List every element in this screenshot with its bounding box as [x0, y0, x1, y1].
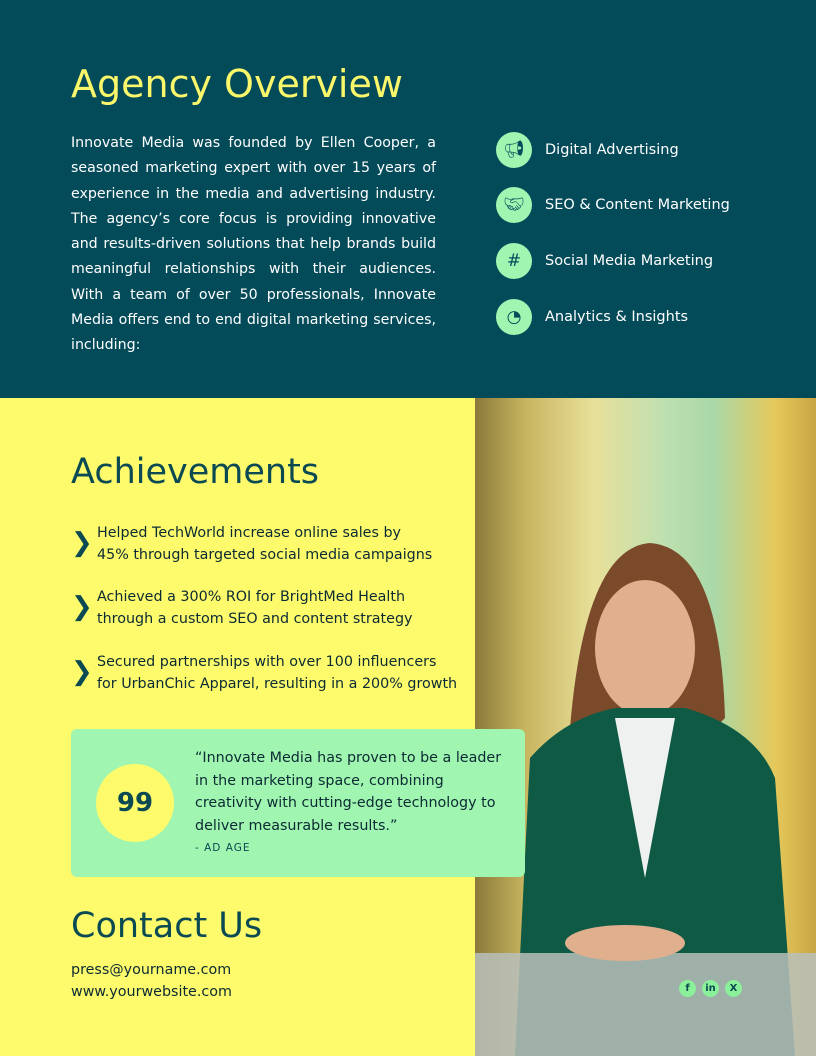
service-label: Digital Advertising — [545, 142, 679, 158]
service-label: Social Media Marketing — [545, 253, 714, 269]
achievements-title: Achievements — [71, 452, 320, 492]
pie-chart-icon: ◔ — [496, 299, 532, 335]
chevron-right-icon: ❯ — [71, 528, 93, 558]
social-links — [679, 980, 742, 997]
service-item — [496, 243, 713, 279]
hashtag-icon: # — [496, 243, 532, 279]
achievement-text: 45% through targeted social media campaigns — [97, 547, 433, 563]
contact-website[interactable]: www.yourwebsite.com — [71, 984, 232, 1000]
x-icon[interactable]: X — [725, 980, 742, 997]
photo-illustration — [475, 398, 816, 1056]
service-item — [496, 299, 688, 335]
contact-title: Contact Us — [71, 906, 263, 946]
linkedin-icon[interactable]: in — [702, 980, 719, 997]
achievement-item — [71, 586, 412, 630]
testimonial-text: “Innovate Media has proven to be a leader in the marketing space, combining creativity with cutting-edge technology to deliver measurable results.” — [195, 750, 502, 834]
service-label: Analytics & Insights — [545, 309, 689, 325]
chevron-right-icon: ❯ — [71, 592, 93, 622]
overview-body: Innovate Media was founded by Ellen Cooper, a seasoned marketing expert with over 15 years of experience in the media and advertising industry. The agency’s core focus is providing innovative and results-driven solutions that help brands build meaningful relationships with their audiences. With a team of over 50 professionals, Innovate Media offers end to end digital marketing services, including: — [71, 135, 436, 354]
service-label: SEO & Content Marketing — [545, 197, 730, 213]
handshake-icon: 🤝︎ — [496, 187, 532, 223]
achievement-text: through a custom SEO and content strategy — [97, 611, 413, 627]
service-item — [496, 187, 730, 223]
woman-photo — [475, 398, 816, 1056]
achievement-text: Secured partnerships with over 100 influencers — [97, 654, 437, 670]
achievement-text: Achieved a 300% ROI for BrightMed Health — [97, 589, 406, 605]
achievement-item — [71, 522, 432, 566]
achievements-section — [0, 398, 475, 1056]
chevron-right-icon: ❯ — [71, 657, 93, 687]
achievement-text: Helped TechWorld increase online sales by — [97, 525, 402, 541]
achievement-item — [71, 651, 457, 695]
quote-bubble-icon: 99 — [96, 764, 174, 842]
testimonial-card — [71, 729, 525, 877]
achievement-text: for UrbanChic Apparel, resulting in a 200% growth — [97, 676, 458, 692]
service-item — [496, 132, 679, 168]
testimonial-source: - AD AGE — [195, 842, 251, 854]
megaphone-icon: 📢︎ — [496, 132, 532, 168]
overview-title: Agency Overview — [71, 62, 403, 106]
facebook-icon[interactable]: f — [679, 980, 696, 997]
contact-email[interactable]: press@yourname.com — [71, 962, 232, 978]
